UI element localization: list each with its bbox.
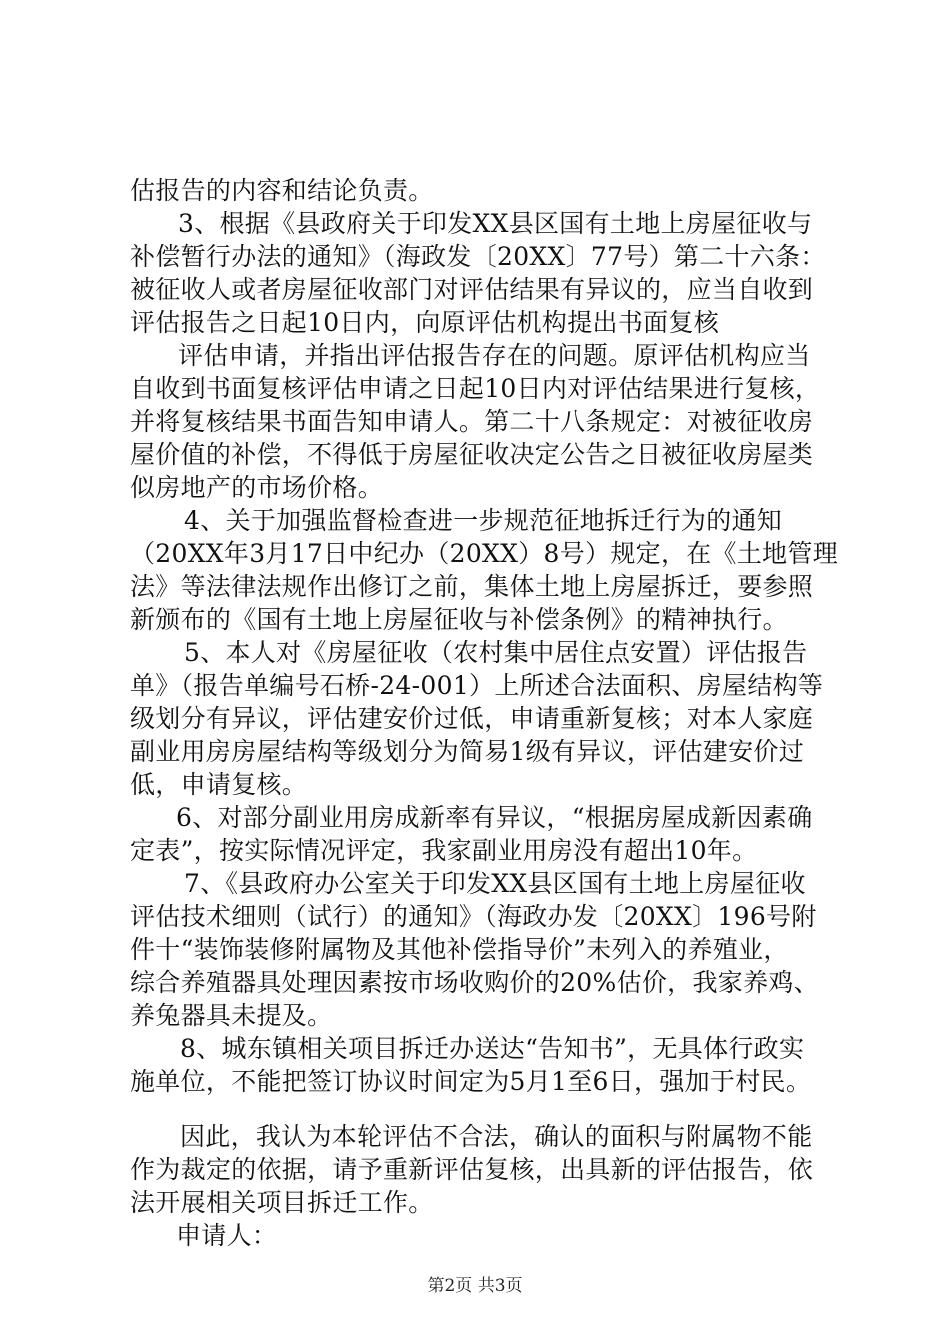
paragraph-line: 评估技术细则（试行）的通知》（海政办发〔20XX〕196号附 xyxy=(130,902,817,931)
paragraph-line: 件十“装饰装修附属物及其他补偿指导价”未列入的养殖业， xyxy=(130,935,789,964)
paragraph-line: 低，申请复核。 xyxy=(130,770,308,799)
paragraph-line: 副业用房房屋结构等级划分为简易1级有异议，评估建安价过 xyxy=(130,737,805,766)
paragraph-line: 综合养殖器具处理因素按市场收购价的20%估价，我家养鸡、 xyxy=(130,968,819,997)
paragraph-line: 被征收人或者房屋征收部门对评估结果有异议的，应当自收到 xyxy=(130,275,814,304)
paragraph-line: 法》等法律法规作出修订之前，集体土地上房屋拆迁，要参照 xyxy=(130,572,814,601)
paragraph-line: 作为裁定的依据，请予重新评估复核，出具新的评估报告，依 xyxy=(130,1155,814,1184)
paragraph-line: 3、根据《县政府关于印发XX县区国有土地上房屋征收与 xyxy=(178,209,813,238)
paragraph-line: 法开展相关项目拆迁工作。 xyxy=(130,1188,434,1217)
paragraph-line: 4、关于加强监督检查进一步规范征地拆迁行为的通知 xyxy=(184,506,783,535)
paragraph-line: 单》（报告单编号石桥-24-001）上所述合法面积、房屋结构等 xyxy=(130,671,824,700)
paragraph-line: 屋价值的补偿，不得低于房屋征收决定公告之日被征收房屋类 xyxy=(130,440,814,469)
paragraph-line: 8、城东镇相关项目拆迁办送达“告知书”，无具体行政实 xyxy=(180,1034,805,1063)
paragraph-line: 7、《县政府办公室关于印发XX县区国有土地上房屋征收 xyxy=(184,869,806,898)
paragraph-line: 新颁布的《国有土地上房屋征收与补偿条例》的精神执行。 xyxy=(130,605,788,634)
paragraph-line: 施单位，不能把签订协议时间定为5月1至6日，强加于村民。 xyxy=(130,1067,812,1096)
paragraph-line: 估报告的内容和结论负责。 xyxy=(130,176,434,205)
paragraph-line: 似房地产的市场价格。 xyxy=(130,473,384,502)
paragraph-line: 并将复核结果书面告知申请人。第二十八条规定：对被征收房 xyxy=(130,407,814,436)
paragraph-line: 6、对部分副业用房成新率有异议，“根据房屋成新因素确 xyxy=(176,803,813,832)
paragraph-line: 补偿暂行办法的通知》（海政发〔20XX〕77号）第二十六条： xyxy=(130,242,826,271)
paragraph-line: 养兔器具未提及。 xyxy=(130,1001,333,1030)
paragraph-line: （20XX年3月17日中纪办（20XX）8号）规定，在《土地管理 xyxy=(130,539,839,568)
paragraph-line: 自收到书面复核评估申请之日起10日内对评估结果进行复核， xyxy=(130,374,821,403)
paragraph-line: 评估申请，并指出评估报告存在的问题。原评估机构应当 xyxy=(178,341,811,370)
applicant-label: 申请人： xyxy=(176,1221,278,1250)
paragraph-line: 5、本人对《房屋征收（农村集中居住点安置）评估报告 xyxy=(184,638,808,667)
page-number-footer: 第2页 共3页 xyxy=(427,1276,523,1296)
paragraph-line: 因此，我认为本轮评估不合法，确认的面积与附属物不能 xyxy=(180,1122,813,1151)
paragraph-line: 级划分有异议，评估建安价过低，申请重新复核；对本人家庭 xyxy=(130,704,814,733)
paragraph-line: 评估报告之日起10日内，向原评估机构提出书面复核 xyxy=(130,308,720,337)
paragraph-line: 定表”，按实际情况评定，我家副业用房没有超出10年。 xyxy=(130,836,758,865)
